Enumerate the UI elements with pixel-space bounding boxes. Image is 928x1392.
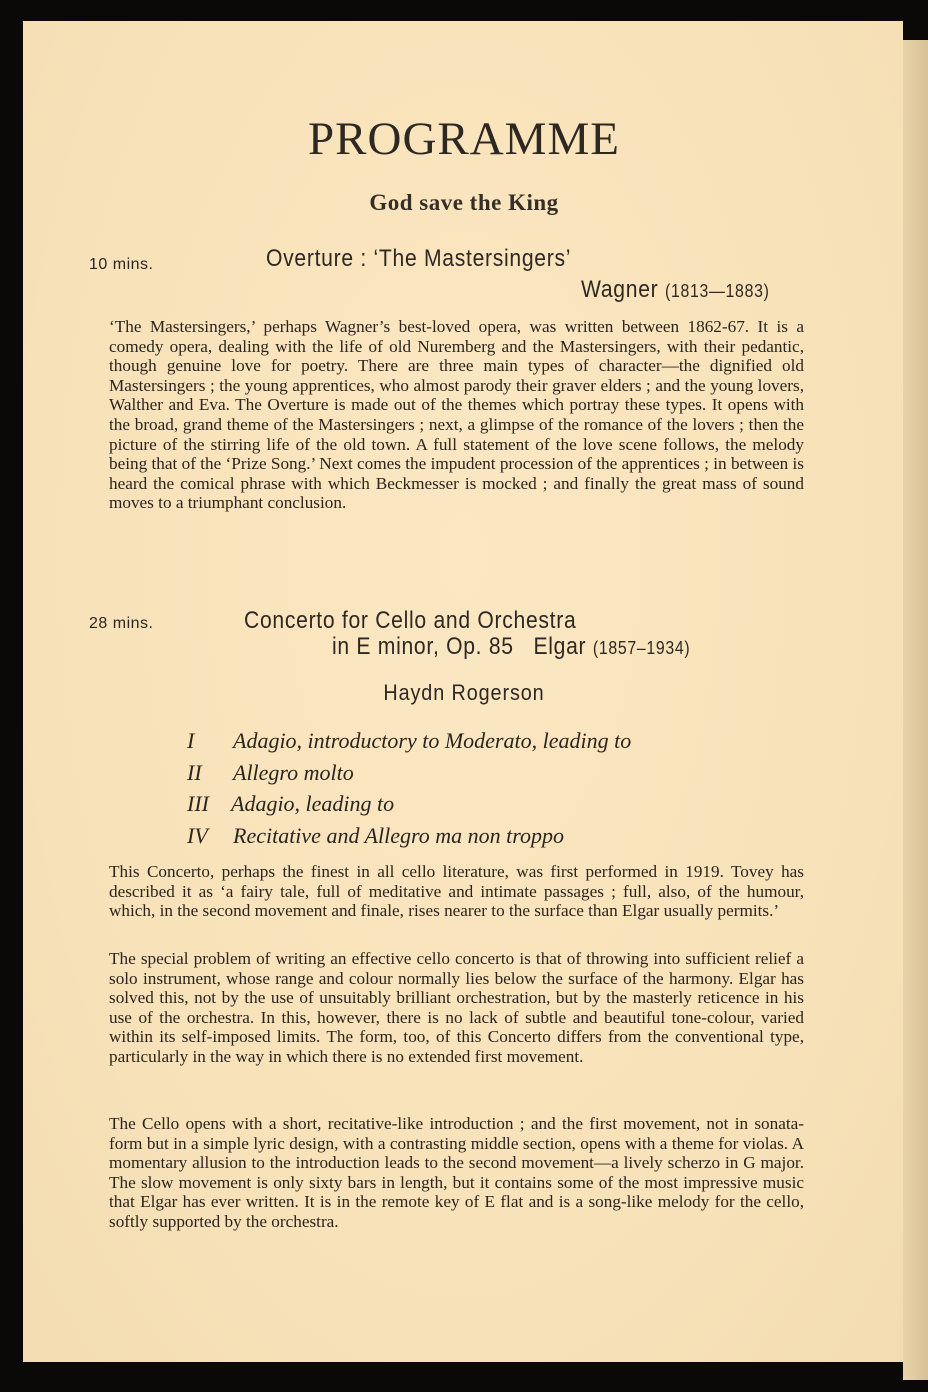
item-2-note-paragraph-3: The Cello opens with a short, recitative-like introduction ; and the first movement, not in sonata-form but in a simple lyric design, with a contrasting middle section, opens with a theme for violas. A momentary allusion to the introduction leads to the second movement—a lively scherzo in G major. The slow movement is only sixty bars in length, but it contains some of the most impressive music that Elgar has ever written. It is in the remote key of E flat and is a song-like melody for the cello, softly supported by the orchestra. bbox=[109, 1114, 804, 1231]
item-2-note-paragraph-2: The special problem of writing an effective cello concerto is that of throwing into sufficient relief a solo instrument, whose range and colour normally lies below the surface of the harmony. Elgar has solved this, not by the use of unsuitably brilliant orchestration, but by the masterly reticence in his use of the orchestra. In this, however, there is no lack of subtle and beautiful tone-colour, varied within its self-imposed limits. The form, too, of this Concerto differs from the conventional type, particularly in the way in which there is no extended first movement. bbox=[109, 949, 804, 1066]
movement-item bbox=[187, 728, 631, 760]
item-1-composer: Wagner bbox=[581, 276, 659, 303]
item-1-composer-line bbox=[581, 276, 770, 304]
page-title: PROGRAMME bbox=[308, 113, 620, 165]
movement-text: Adagio, introductory to Moderato, leading to bbox=[233, 728, 632, 753]
item-1-work-title: Overture : ‘The Mastersingers’ bbox=[266, 245, 572, 272]
movement-item bbox=[187, 823, 631, 855]
item-2-dates: (1857–1934) bbox=[592, 638, 691, 658]
item-1-programme-note: ‘The Mastersingers,’ perhaps Wagner’s best-loved opera, was written between 1862-67. It is a comedy opera, dealing with the life of old Nuremberg and the Mastersingers, with their pedantic, though genuine love for poetry. There are three main types of character—the dignified old Mastersingers ; the young apprentices, who almost parody their graver elders ; and the young lovers, Walther and Eva. The Overture is made out of the themes which portray these types. It opens with the broad, grand theme of the Mastersingers ; next, a glimpse of the romance of the lovers ; then the picture of the stirring life of the old town. A full statement of the love scene follows, the melody being that of the ‘Prize Song.’ Next comes the impudent procession of the apprentices ; in between is heard the comical phrase with which Beckmesser is mocked ; and finally the great mass of sound moves to a triumphant conclusion. bbox=[109, 317, 804, 513]
movement-text: Recitative and Allegro ma non troppo bbox=[233, 822, 564, 848]
movement-item bbox=[187, 760, 631, 792]
movement-number: IV bbox=[187, 822, 208, 848]
movement-number: I bbox=[187, 728, 195, 753]
movement-number: II bbox=[187, 759, 202, 785]
item-2-work-title-line2 bbox=[332, 633, 690, 661]
soloist-name: Haydn Rogerson bbox=[383, 680, 545, 705]
item-2-note-paragraph-1: This Concerto, perhaps the finest in all cello literature, was first performed in 1919. Tovey has described it as ‘a fairy tale, full of meditative and intimate passages ; full, also, of the humour, which, in the second movement and finale, rises nearer to the surface than Elgar usually permits.’ bbox=[109, 862, 804, 921]
movement-number: III bbox=[187, 791, 209, 816]
item-1-duration: 10 mins. bbox=[89, 256, 154, 273]
item-1-dates: (1813—1883) bbox=[664, 281, 770, 301]
movement-item bbox=[187, 791, 631, 823]
movement-text: Adagio, leading to bbox=[231, 791, 395, 816]
item-2-key-opus: in E minor, Op. 85 bbox=[332, 633, 514, 660]
item-2-composer: Elgar bbox=[533, 633, 587, 660]
item-2-work-title-line1: Concerto for Cello and Orchestra bbox=[244, 607, 577, 634]
anthem-heading: God save the King bbox=[369, 190, 559, 215]
movement-list bbox=[187, 728, 631, 854]
page-edge bbox=[903, 40, 928, 1380]
item-2-duration: 28 mins. bbox=[89, 615, 154, 632]
movement-text: Allegro molto bbox=[233, 759, 354, 785]
